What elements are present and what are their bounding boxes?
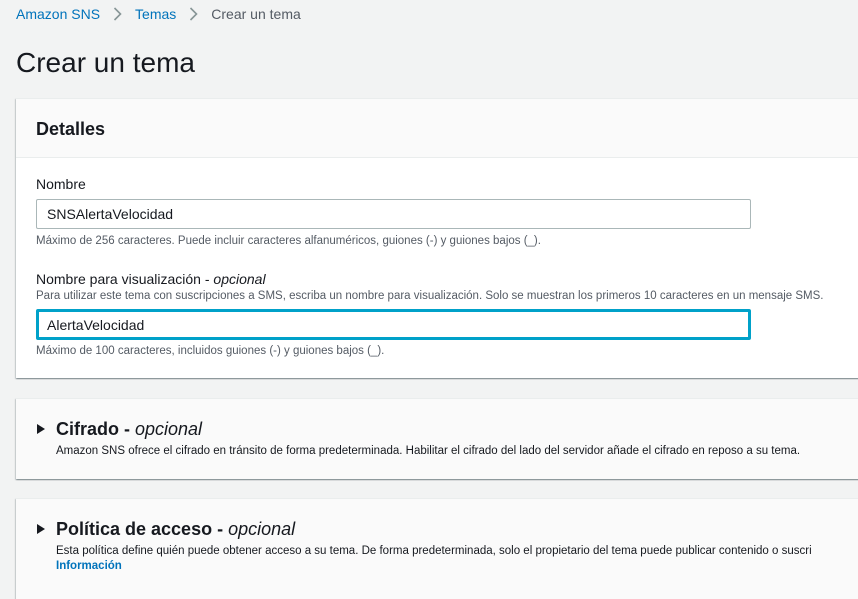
chevron-right-icon bbox=[189, 7, 198, 21]
name-label: Nombre bbox=[36, 176, 86, 192]
caret-right-icon bbox=[36, 523, 48, 535]
details-heading: Detalles bbox=[36, 119, 106, 139]
breadcrumb bbox=[16, 5, 301, 23]
encryption-title bbox=[56, 418, 202, 440]
encryption-panel bbox=[16, 398, 858, 479]
caret-right-icon bbox=[36, 423, 48, 435]
display-name-hint: Máximo de 100 caracteres, incluidos guiones (-) y guiones bajos (_). bbox=[36, 345, 385, 357]
access-policy-title bbox=[56, 518, 295, 540]
encryption-description: Amazon SNS ofrece el cifrado en tránsito de forma predeterminada. Habilitar el cifrado del lado del servidor añade el cifrado en reposo a su tema. bbox=[56, 445, 801, 457]
name-hint: Máximo de 256 caracteres. Puede incluir caracteres alfanuméricos, guiones (-) y guiones bajos (_). bbox=[36, 235, 541, 247]
access-policy-expander[interactable] bbox=[36, 518, 295, 540]
access-policy-title-text: Política de acceso - bbox=[56, 519, 229, 539]
access-policy-panel bbox=[16, 498, 858, 599]
encryption-expander[interactable] bbox=[36, 418, 202, 440]
encryption-optional: opcional bbox=[135, 419, 203, 439]
chevron-right-icon bbox=[113, 7, 122, 21]
access-policy-description: Esta política define quién puede obtener acceso a su tema. De forma predeterminada, solo el propietario del tema puede publicar contenido o suscri bbox=[56, 545, 812, 557]
display-name-input[interactable] bbox=[36, 309, 751, 340]
breadcrumb-temas[interactable]: Temas bbox=[135, 6, 177, 22]
display-name-label-text: Nombre para visualización - bbox=[36, 271, 214, 287]
details-header bbox=[16, 99, 858, 158]
name-input[interactable] bbox=[36, 199, 751, 229]
access-policy-optional: opcional bbox=[228, 519, 296, 539]
breadcrumb-current: Crear un tema bbox=[211, 6, 301, 22]
info-link[interactable]: Información bbox=[56, 560, 122, 572]
details-panel bbox=[16, 98, 858, 378]
page-title: Crear un tema bbox=[16, 47, 195, 78]
display-name-label bbox=[36, 270, 266, 288]
encryption-title-text: Cifrado - bbox=[56, 419, 135, 439]
breadcrumb-amazon-sns[interactable]: Amazon SNS bbox=[16, 6, 101, 22]
display-name-description: Para utilizar este tema con suscripciones a SMS, escriba un nombre para visualización. Solo se muestran los primeros 10 caracteres en un mensaje SMS. bbox=[36, 290, 824, 302]
display-name-optional: opcional bbox=[213, 271, 266, 287]
